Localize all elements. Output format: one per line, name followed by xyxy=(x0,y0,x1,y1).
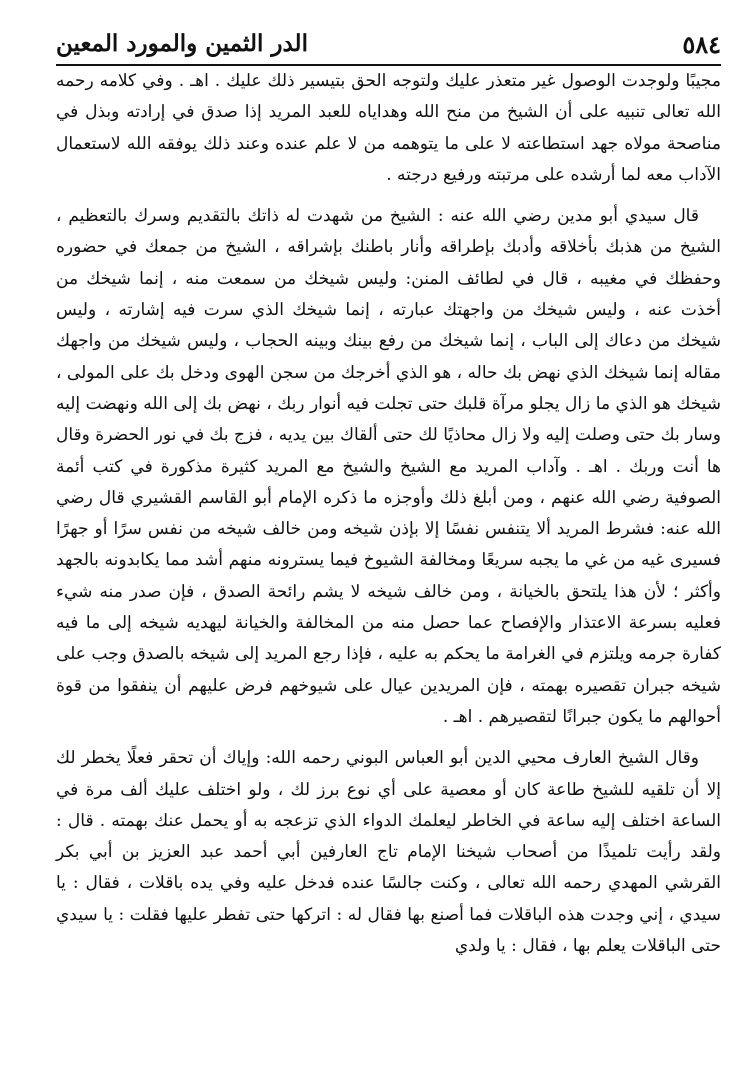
page-number: ٥٨٤ xyxy=(682,30,721,59)
paragraph-1: مجيبًا ولوجدت الوصول غير متعذر عليك ولتوجه الحق بتيسير ذلك عليك . اهـ . وفي كلامه رحمه الله تعالى تنبيه على أن الشيخ من منح الله وهداياه للعبد المريد إذا صدق في إرادته وبذل في مناصحة مولاه جهد استطاعته لا على ما يتوهمه من لا علم عنده وعند ذلك يوفقه الله لاستعمال الآداب معه لما أرشده على مرتبته ورفيع درجته . xyxy=(56,71,721,185)
paragraph-2: قال سيدي أبو مدين رضي الله عنه : الشيخ من شهدت له ذاتك بالتقديم وسرك بالتعظيم ، الشيخ من هذبك بأخلاقه وأدبك بإطراقه وأنار باطنك بإشراقه ، الشيخ من جمعك في حضوره وحفظك في مغيبه ، قال في لطائف المنن: وليس شيخك من سمعت منه ، إنما شيخك من أخذت عنه ، وليس شيخك من واجهتك عبارته ، إنما شيخك الذي سرت فيه إشارته ، وليس شيخك من دعاك إلى الباب ، إنما شيخك من رفع بينك وبينه الحجاب ، وليس شيخك من واجهك مقاله إنما شيخك الذي نهض بك حاله ، هو الذي أخرجك من سجن الهوى ودخل بك على المولى ، شيخك هو الذي ما زال يجلو مرآة قلبك حتى تجلت فيه أنوار ربك ، نهض بك إلى الله ونهضت إليه وسار بك حتى وصلت إليه ولا زال محاذيًا لك حتى ألقاك بين يديه ، فزج بك في نور الحضرة وقال ها أنت وربك . اهـ . وآداب المريد مع الشيخ والشيخ مع المريد كثيرة مذكورة في كتب أئمة الصوفية رضي الله عنهم ، ومن أبلغ ذلك وأوجزه ما ذكره الإمام أبو القاسم القشيري قال رضي الله عنه: فشرط المريد ألا يتنفس نفسًا إلا بإذن شيخه ومن خالف شيخه من نفس سرًا أو جهرًا فسيرى غيه من غي ما يجبه سريعًا ومخالفة الشيوخ فيما يسترونه منهم أشد مما يكابدونه بالجهد وأكثر ؛ لأن هذا يلتحق بالخيانة ، ومن خالف شيخه لا يشم رائحة الصدق ، فإن صدر منه شيء فعليه بسرعة الاعتذار والإفصاح عما حصل منه من المخالفة والخيانة ليهديه شيخه إلى ما فيه كفارة جرمه ويلتزم في الغرامة ما يحكم به عليه ، فإذا رجع المريد إلى شيخه بالصدق وجب على شيخه جبران تقصيره بهمته ، فإن المريدين عيال على شيوخهم فرض عليهم أن ينفقوا من قوة أحوالهم ما يكون جبرانًا لتقصيرهم . اهـ . xyxy=(56,206,721,727)
paragraph-3: وقال الشيخ العارف محيي الدين أبو العباس البوني رحمه الله: وإياك أن تحقر فعلًا يخطر لك إلا أن تلقيه للشيخ طاعة كان أو معصية على أي نوع برز لك ، ولو اختلف عليك ألف مرة في الساعة اختلف إليه ساعة في الخاطر ليعلمك الدواء الذي تزعجه به أو يحمل عنك بهمته . قال : ولقد رأيت تلميذًا من أصحاب شيخنا الإمام تاج العارفين أبي أحمد عبد العزيز بن أبي بكر القرشي المهدي رحمه الله تعالى ، وكنت جالسًا عنده فدخل عليه وفي يده باقلات ، فقال : يا سيدي ، إني وجدت هذه الباقلات فما أصنع بها فقال له : اتركها حتى تفطر عليها فقلت : يا سيدي حتى الباقلات يعلم بها ، فقال : يا ولدي xyxy=(56,748,721,957)
body-text xyxy=(56,66,721,962)
running-title: الدر الثمين والمورد المعين xyxy=(56,30,308,57)
page-header xyxy=(56,28,721,64)
